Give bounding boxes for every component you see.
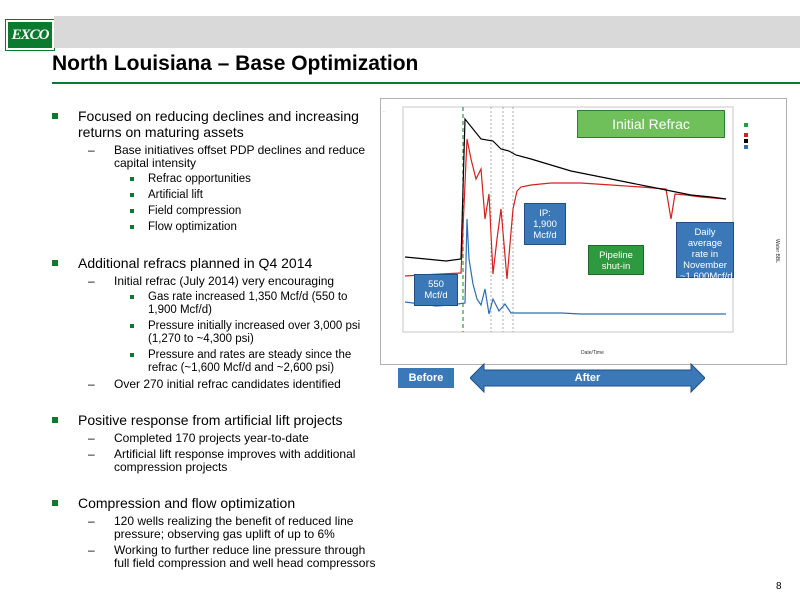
- dash-marker-icon: –: [88, 431, 95, 445]
- sub-bullet-text: Working to further reduce line pressure through full field compression and well head compressors: [114, 543, 376, 570]
- bullet-marker-icon: [130, 295, 134, 299]
- dash-marker-icon: –: [88, 543, 95, 557]
- sub-sub-bullet-text: Pressure initially increased over 3,000 psi (1,270 to ~4,300 psi): [148, 320, 361, 345]
- initial-refrac-banner: Initial Refrac: [577, 110, 725, 138]
- bullet-item: [52, 412, 377, 428]
- before-rate-callout: 550 Mcf/d: [414, 274, 458, 306]
- sub-sub-bullet-text: Gas rate increased 1,350 Mcf/d (550 to 1,900 Mcf/d): [148, 291, 348, 316]
- title-divider: [52, 82, 800, 84]
- sub-bullet-item: [52, 144, 377, 170]
- dash-marker-icon: –: [88, 377, 95, 391]
- sub-sub-bullet-text: Pressure and rates are steady since the refrac (~1,600 Mcf/d and ~2,600 psi): [148, 349, 352, 374]
- svg-text:··: ··: [383, 109, 386, 114]
- sub-bullet-text: Artificial lift response improves with additional compression projects: [114, 447, 356, 474]
- sub-bullet-item: [52, 432, 377, 445]
- sub-sub-bullet-text: Refrac opportunities: [148, 173, 251, 185]
- sub-sub-bullet-text: Artificial lift: [148, 189, 203, 201]
- exco-logo: EXCO: [6, 20, 54, 50]
- bullet-marker-icon: [130, 177, 134, 181]
- left-axis-ticks: [383, 109, 386, 114]
- dash-marker-icon: –: [88, 274, 95, 288]
- sub-bullet-item: [52, 378, 377, 391]
- sub-bullet-item: [52, 275, 377, 288]
- chart-legend: [744, 123, 748, 149]
- page-number: 8: [776, 581, 782, 592]
- sub-sub-bullet-item: [52, 349, 377, 375]
- before-arrow: Before: [398, 368, 454, 388]
- bullet-marker-icon: [130, 193, 134, 197]
- dash-marker-icon: –: [88, 447, 95, 461]
- bullet-item: [52, 495, 377, 511]
- bullet-marker-icon: [130, 324, 134, 328]
- sub-sub-bullet-item: [52, 189, 377, 202]
- sub-bullet-text: 120 wells realizing the benefit of reduced line pressure; observing gas uplift of up to 6%: [114, 514, 354, 541]
- dash-marker-icon: –: [88, 143, 95, 157]
- bullet-text: Positive response from artificial lift projects: [78, 412, 343, 428]
- sub-bullet-text: Completed 170 projects year-to-date: [114, 431, 309, 445]
- sub-bullet-item: [52, 544, 377, 570]
- sub-sub-bullet-item: [52, 173, 377, 186]
- bullet-item: [52, 255, 377, 271]
- sub-bullet-text: Initial refrac (July 2014) very encouraging: [114, 274, 335, 288]
- sub-sub-bullet-text: Flow optimization: [148, 221, 237, 233]
- sub-sub-bullet-item: [52, 291, 377, 317]
- bullet-list: [52, 108, 377, 573]
- sub-sub-bullet-item: [52, 320, 377, 346]
- bullet-text: Additional refracs planned in Q4 2014: [78, 255, 313, 271]
- bullet-text: Compression and flow optimization: [78, 495, 296, 511]
- sub-bullet-text: Over 270 initial refrac candidates identified: [114, 377, 341, 391]
- sub-sub-bullet-text: Field compression: [148, 205, 242, 217]
- pipeline-shutin-callout: Pipeline shut-in: [588, 245, 644, 275]
- sub-bullet-text: Base initiatives offset PDP declines and reduce capital intensity: [114, 143, 366, 170]
- x-axis-label: Date/Time: [581, 350, 604, 356]
- bullet-marker-icon: [52, 113, 58, 119]
- bullet-marker-icon: [130, 209, 134, 213]
- bullet-text: Focused on reducing declines and increasing returns on maturing assets: [78, 108, 359, 140]
- sub-bullet-item: [52, 515, 377, 541]
- sub-bullet-item: [52, 448, 377, 474]
- bullet-marker-icon: [52, 260, 58, 266]
- right-axis-label: Water BBL: [774, 239, 780, 263]
- bullet-marker-icon: [130, 353, 134, 357]
- after-label: After: [574, 372, 601, 384]
- bullet-marker-icon: [52, 500, 58, 506]
- page-title: North Louisiana – Base Optimization: [52, 52, 419, 75]
- ip-callout: IP: 1,900 Mcf/d: [524, 203, 566, 245]
- bullet-marker-icon: [52, 417, 58, 423]
- daily-average-callout: Daily average rate in November ~1,600Mcf/d: [676, 222, 734, 278]
- after-arrow: [470, 363, 705, 393]
- dash-marker-icon: –: [88, 514, 95, 528]
- bullet-item: [52, 108, 377, 140]
- sub-sub-bullet-item: [52, 221, 377, 234]
- header-bar: [54, 16, 800, 48]
- bullet-marker-icon: [130, 225, 134, 229]
- sub-sub-bullet-item: [52, 205, 377, 218]
